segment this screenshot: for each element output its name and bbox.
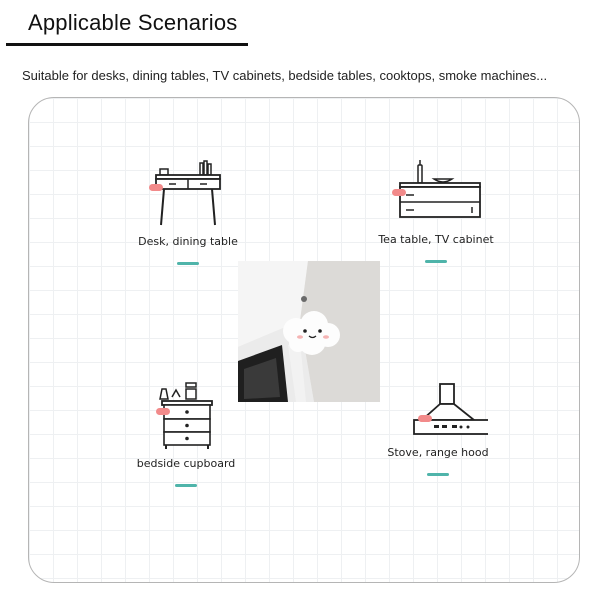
scenario-label: Tea table, TV cabinet	[378, 233, 494, 246]
scenario-label: Stove, range hood	[387, 446, 489, 459]
desk-icon	[148, 157, 228, 229]
product-photo	[238, 261, 380, 402]
scenario-label: Desk, dining table	[138, 235, 238, 248]
page-title: Applicable Scenarios	[28, 10, 238, 35]
bedside-cupboard-icon	[146, 377, 226, 451]
range-hood-icon	[388, 380, 488, 440]
accent-bar	[427, 473, 449, 476]
title-underline	[6, 43, 248, 46]
tv-cabinet-icon	[386, 157, 486, 227]
scenario-tv-cabinet	[336, 157, 536, 263]
accent-bar	[425, 260, 447, 263]
scenario-desk	[88, 157, 288, 265]
accent-bar	[177, 262, 199, 265]
accent-bar	[175, 484, 197, 487]
scenario-label: bedside cupboard	[136, 457, 236, 470]
page-subtitle: Suitable for desks, dining tables, TV cabinets, bedside tables, cooktops, smoke machines...	[22, 68, 548, 83]
